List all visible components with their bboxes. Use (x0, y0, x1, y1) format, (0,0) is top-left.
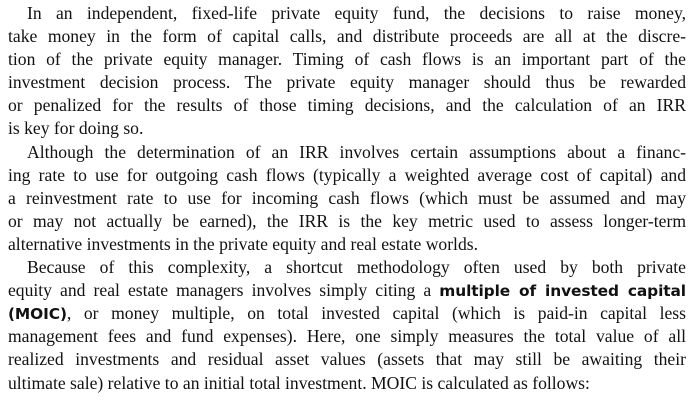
text-line: management fees and fund expenses). Here, one simply measures the total value of all (8, 326, 686, 347)
text-line: investment decision process. The private equity manager should thus be rewarded (8, 72, 686, 93)
text-segment: , or money multiple, on total invested capital (which is paid-in capital less (66, 303, 686, 324)
text-line: take money in the form of capital calls, and distribute proceeds are all at the discre- (8, 26, 686, 47)
text-line: ultimate sale) relative to an initial total investment. MOIC is calculated as follows: (8, 372, 590, 393)
text-line: alternative investments in the private equity and real estate worlds. (8, 233, 478, 254)
document-body (8, 2, 686, 395)
paragraph-timing-of-cash-flows (8, 2, 686, 141)
text-line: In an independent, fixed-life private equity fund, the decisions to raise money, (27, 3, 686, 23)
text-line: tion of the private equity manager. Timing of cash flows is an important part of the (8, 49, 686, 70)
text-line: or may not actually be earned), the IRR is the key metric used to assess longer-term (8, 210, 686, 231)
text-line: or penalized for the results of those timing decisions, and the calculation of an IRR (8, 95, 686, 116)
text-line: is key for doing so. (8, 118, 144, 139)
text-line (8, 302, 686, 325)
text-line: a reinvestment rate to use for incoming cash flows (which must be assumed and may (8, 187, 686, 208)
text-line: Although the determination of an IRR involves certain assumptions about a financ- (27, 141, 686, 162)
text-line (8, 279, 686, 302)
paragraph-moic-definition (8, 256, 686, 395)
key-term-moic-abbrev: (MOIC) (8, 305, 67, 324)
text-line: ing rate to use for outgoing cash flows (typically a weighted average cost of capital) and (8, 164, 686, 185)
text-line: Because of this complexity, a shortcut methodology often used by both private (27, 257, 686, 278)
paragraph-irr-assumptions (8, 141, 686, 256)
key-term-moic: multiple of invested capital (439, 282, 686, 301)
text-segment: equity and real estate managers involves simply citing a (8, 280, 440, 301)
text-line: realized investments and residual asset values (assets that may still be awaiting their (8, 349, 686, 370)
